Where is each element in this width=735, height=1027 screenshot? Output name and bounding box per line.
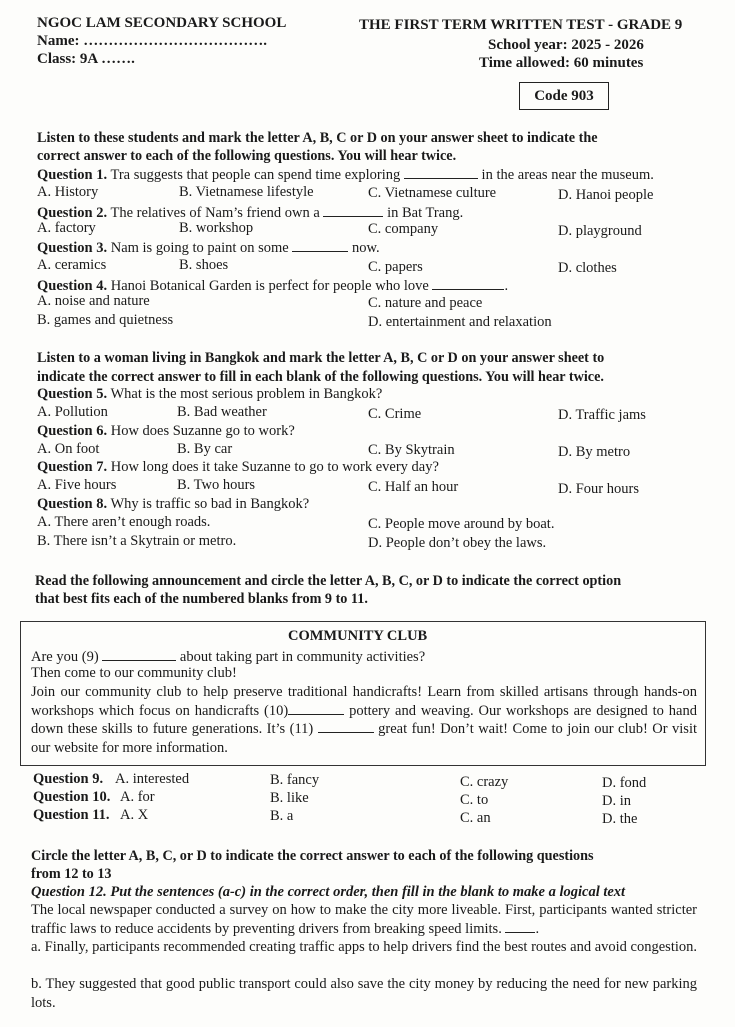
- q6-option-a[interactable]: A. On foot: [37, 441, 100, 457]
- q1-option-c[interactable]: C. Vietnamese culture: [368, 185, 497, 201]
- q9-option-d[interactable]: D. fond: [602, 775, 647, 791]
- q7-option-a[interactable]: A. Five hours: [37, 477, 117, 493]
- question-1-blank[interactable]: [404, 166, 478, 179]
- question-3: [37, 239, 380, 256]
- q2-option-b[interactable]: B. workshop: [179, 220, 254, 236]
- question-1-label: Question 1.: [37, 167, 108, 183]
- q1-option-d[interactable]: D. Hanoi people: [558, 187, 654, 203]
- question-8: [37, 497, 309, 512]
- class-label: Class: 9A …….: [37, 51, 135, 67]
- q3-option-d[interactable]: D. clothes: [558, 260, 617, 276]
- q9-option-c[interactable]: C. crazy: [460, 774, 509, 790]
- q10-option-d[interactable]: D. in: [602, 793, 631, 809]
- test-title: THE FIRST TERM WRITTEN TEST - GRADE 9: [359, 17, 683, 33]
- question-4: [37, 277, 508, 294]
- question-12-blank[interactable]: [505, 920, 535, 933]
- announcement-line1: [31, 648, 425, 665]
- question-5-label: Question 5.: [37, 386, 108, 402]
- q9-option-a[interactable]: A. interested: [115, 771, 190, 787]
- blank-9[interactable]: [102, 648, 176, 661]
- school-year: School year: 2025 - 2026: [488, 37, 644, 53]
- q5-option-a[interactable]: A. Pollution: [37, 404, 108, 420]
- q8-option-a[interactable]: A. There aren’t enough roads.: [37, 514, 211, 530]
- question-1-text-before: Tra suggests that people can spend time exploring: [110, 167, 401, 183]
- section1-instruction-line1: Listen to these students and mark the letter A, B, C or D on your answer sheet to indicate the: [37, 130, 598, 146]
- question-2-label: Question 2.: [37, 205, 108, 221]
- question-5-text: What is the most serious problem in Bangkok?: [110, 386, 383, 402]
- question-12-text-end: .: [535, 920, 540, 937]
- question-1: [37, 166, 654, 183]
- question-12-text: [31, 901, 697, 938]
- q1-option-b[interactable]: B. Vietnamese lifestyle: [179, 184, 314, 200]
- question-4-text-before: Hanoi Botanical Garden is perfect for people who love: [110, 278, 429, 294]
- q11-option-a[interactable]: A. X: [120, 807, 149, 823]
- q2-option-a[interactable]: A. factory: [37, 220, 96, 236]
- section2-instruction-line1: Listen to a woman living in Bangkok and mark the letter A, B, C or D on your answer sheet to: [37, 350, 605, 366]
- q6-option-c[interactable]: C. By Skytrain: [368, 442, 455, 458]
- question-6-label: Question 6.: [37, 423, 108, 439]
- exam-code: Code 903: [534, 87, 594, 104]
- section4-instruction-line1: Circle the letter A, B, C, or D to indicate the correct answer to each of the following questions: [31, 848, 594, 864]
- q3-option-c[interactable]: C. papers: [368, 259, 423, 275]
- q4-option-d[interactable]: D. entertainment and relaxation: [368, 314, 552, 330]
- announcement-title: COMMUNITY CLUB: [288, 628, 428, 644]
- q3-option-a[interactable]: A. ceramics: [37, 257, 107, 273]
- q5-option-d[interactable]: D. Traffic jams: [558, 407, 646, 423]
- blank-11[interactable]: [318, 720, 374, 733]
- q4-option-c[interactable]: C. nature and peace: [368, 295, 483, 311]
- q2-option-d[interactable]: D. playground: [558, 223, 642, 239]
- q8-option-b[interactable]: B. There isn’t a Skytrain or metro.: [37, 533, 237, 549]
- question-6: [37, 424, 295, 439]
- q7-option-b[interactable]: B. Two hours: [177, 477, 256, 493]
- question-10-label: Question 10.: [33, 789, 111, 805]
- q5-option-b[interactable]: B. Bad weather: [177, 404, 267, 420]
- sentence-a: a. Finally, participants recommended creating traffic apps to help drivers find the best routes and avoid congestion.: [31, 939, 697, 955]
- question-12-text-body: The local newspaper conducted a survey on how to make the city more liveable. First, participants wanted stricter traffic laws to reduce accidents by preventing drivers from breaking speed limits.: [31, 902, 697, 937]
- question-7-text: How long does it take Suzanne to go to work every day?: [110, 459, 439, 475]
- q7-option-d[interactable]: D. Four hours: [558, 481, 639, 497]
- q6-option-d[interactable]: D. By metro: [558, 444, 631, 460]
- q11-option-d[interactable]: D. the: [602, 811, 638, 827]
- q5-option-c[interactable]: C. Crime: [368, 406, 422, 422]
- question-6-text: How does Suzanne go to work?: [110, 423, 295, 439]
- announcement-paragraph-part3: great fun! Don’t wait! Come to join our club! Or visit our website for more information.: [31, 721, 697, 756]
- question-2-text-after: in Bat Trang.: [387, 205, 464, 221]
- q1-option-a[interactable]: A. History: [37, 184, 99, 200]
- q10-option-a[interactable]: A. for: [120, 789, 155, 805]
- question-1-text-after: in the areas near the museum.: [481, 167, 654, 183]
- section3-instruction-line2: that best fits each of the numbered blanks from 9 to 11.: [35, 591, 368, 607]
- announcement-paragraph-part1: Join our community club to help preserve traditional handicrafts! Learn from skilled artisans through hands-on workshops which focus on handicrafts (10): [31, 684, 697, 719]
- question-7: [37, 460, 439, 475]
- q8-option-c[interactable]: C. People move around by boat.: [368, 516, 555, 532]
- question-4-text-after: .: [504, 278, 509, 294]
- question-9-label: Question 9.: [33, 771, 104, 787]
- q11-option-c[interactable]: C. an: [460, 810, 491, 826]
- q4-option-b[interactable]: B. games and quietness: [37, 312, 174, 328]
- time-allowed: Time allowed: 60 minutes: [479, 55, 644, 71]
- question-3-label: Question 3.: [37, 240, 108, 256]
- blank-10[interactable]: [288, 702, 344, 715]
- name-label: Name: ……………………………….: [37, 33, 267, 49]
- q4-option-a[interactable]: A. noise and nature: [37, 293, 150, 309]
- question-4-label: Question 4.: [37, 278, 108, 294]
- sentence-b: b. They suggested that good public transport could also save the city money by reducing the need for new parking lots.: [31, 976, 697, 1011]
- announcement-line2: Then come to our community club!: [31, 665, 237, 681]
- school-name: NGOC LAM SECONDARY SCHOOL: [37, 15, 287, 31]
- q9-option-b[interactable]: B. fancy: [270, 772, 320, 788]
- question-2-text-before: The relatives of Nam’s friend own a: [110, 205, 320, 221]
- section4-instruction-line2: from 12 to 13: [31, 866, 112, 882]
- announcement-paragraph-part2: pottery and weaving. Our workshops are designed to hand down these skills to future generations. It’s (11): [31, 702, 697, 737]
- question-12-title: Question 12. Put the sentences (a-c) in the correct order, then fill in the blank to make a logical text: [31, 884, 626, 900]
- question-3-text-after: now.: [351, 240, 380, 256]
- question-8-label: Question 8.: [37, 496, 108, 512]
- section3-instruction-line1: Read the following announcement and circle the letter A, B, C, or D to indicate the correct option: [35, 573, 622, 589]
- q2-option-c[interactable]: C. company: [368, 221, 439, 237]
- announcement-line1-before: Are you (9): [31, 649, 99, 665]
- q11-option-b[interactable]: B. a: [270, 808, 294, 824]
- question-7-label: Question 7.: [37, 459, 108, 475]
- question-2-blank[interactable]: [323, 204, 383, 217]
- announcement-line1-after: about taking part in community activities?: [179, 649, 426, 665]
- q6-option-b[interactable]: B. By car: [177, 441, 233, 457]
- section2-instruction-line2: indicate the correct answer to fill in each blank of the following questions. You will hear twice.: [37, 369, 604, 385]
- q7-option-c[interactable]: C. Half an hour: [368, 479, 459, 495]
- q3-option-b[interactable]: B. shoes: [179, 257, 229, 273]
- q10-option-b[interactable]: B. like: [270, 790, 309, 806]
- q8-option-d[interactable]: D. People don’t obey the laws.: [368, 535, 547, 551]
- question-2: [37, 204, 463, 221]
- question-5: [37, 387, 382, 402]
- announcement-paragraph: [31, 683, 697, 757]
- question-3-text-before: Nam is going to paint on some: [110, 240, 289, 256]
- q10-option-c[interactable]: C. to: [460, 792, 489, 808]
- question-8-text: Why is traffic so bad in Bangkok?: [110, 496, 310, 512]
- question-3-blank[interactable]: [292, 239, 348, 252]
- question-4-blank[interactable]: [432, 277, 504, 290]
- section1-instruction-line2: correct answer to each of the following questions. You will hear twice.: [37, 148, 457, 164]
- question-11-label: Question 11.: [33, 807, 110, 823]
- exam-code-box: [519, 82, 609, 110]
